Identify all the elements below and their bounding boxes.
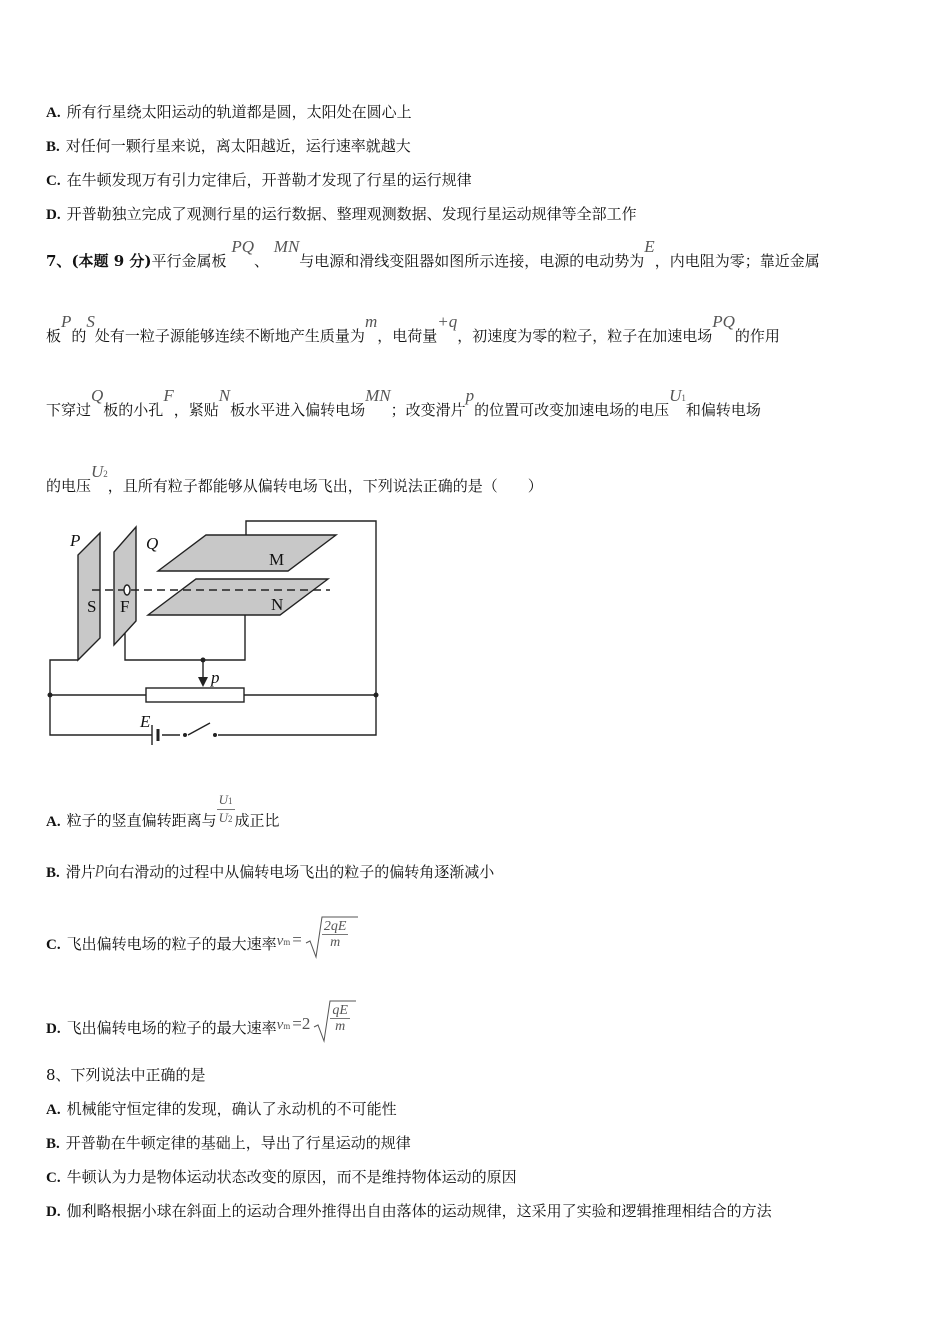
plate-n (148, 579, 328, 615)
option-text: 粒子的竖直偏转距离与 (66, 811, 217, 830)
stem-text: 板水平进入偏转电场 (230, 401, 366, 419)
option-label: D. (46, 1021, 61, 1037)
option-text: 飞出偏转电场的粒子的最大速率 (66, 1019, 277, 1037)
junction-dot (374, 693, 379, 698)
var-U: U (669, 386, 682, 405)
q8-title: 8、下列说法中正确的是 (46, 1066, 206, 1084)
q7-option-c (46, 921, 358, 951)
option-label: D. (46, 207, 61, 223)
stem-text: 和偏转电场 (685, 401, 761, 419)
wire (125, 615, 245, 660)
q8-option-b (46, 1133, 411, 1154)
stem-text: ，且所有粒子都能够从偏转电场飞出，下列说法正确的是（ ） (107, 477, 543, 495)
stem-text: ；改变滑片 (390, 401, 466, 419)
equals-sign: = (292, 930, 302, 949)
sqrt-expression (304, 913, 358, 961)
option-label: B. (46, 865, 60, 881)
option-text: 牛顿认为力是物体运动状态改变的原因，而不是维持物体运动的原因 (66, 1168, 517, 1186)
subscript: 2 (103, 469, 108, 479)
hole-f (124, 585, 130, 595)
numerator: qE (332, 1003, 348, 1018)
label-q-plate: Q (146, 534, 159, 553)
stem-text: 的 (71, 327, 87, 345)
stem-text: 板 (46, 327, 62, 345)
stem-text: ，电荷量 (377, 327, 438, 345)
label-slider-p: p (211, 668, 220, 687)
q7-option-a (46, 792, 280, 839)
option-label: A. (46, 1102, 61, 1118)
option-text: 所有行星绕太阳运动的轨道都是圆，太阳处在圆心上 (66, 103, 412, 121)
numerator: 2qE (323, 919, 347, 934)
subscript: m (283, 937, 291, 947)
var-P: P (61, 312, 72, 331)
option-label: A. (46, 813, 61, 830)
var-m: m (364, 312, 378, 331)
rheostat (146, 688, 244, 702)
var-PQ: PQ (231, 237, 254, 256)
q8-option-c (46, 1167, 517, 1188)
stem-text: ，初速度为零的粒子，粒子在加速电场 (457, 327, 713, 345)
label-n-plate: N (271, 595, 284, 614)
option-text: 机械能守恒定律的发现，确认了永动机的不可能性 (66, 1100, 397, 1118)
label-m-plate: M (269, 550, 285, 569)
var-PQ: PQ (712, 312, 735, 331)
wire (50, 695, 152, 735)
junction-dot (48, 693, 53, 698)
var-vm (277, 1017, 291, 1033)
junction-dot (201, 658, 206, 663)
label-p-plate: P (70, 531, 81, 550)
stem-text: ，内电阻为零；靠近金属 (654, 252, 820, 270)
label-e: E (140, 712, 151, 731)
q6-option-a (46, 102, 412, 123)
sqrt-expression (312, 997, 356, 1045)
q7-option-d (46, 1005, 356, 1035)
var-N: N (218, 386, 231, 405)
option-text: 对任何一颗行星来说，离太阳越近，运行速率就越大 (65, 137, 411, 155)
q7-stem-line3 (46, 386, 761, 422)
q8-option-d (46, 1201, 772, 1222)
option-label: C. (46, 937, 61, 953)
var-U1 (669, 386, 686, 405)
stem-text: 的电压 (46, 477, 92, 495)
option-text: 开普勒独立完成了观测行星的运行数据、整理观测数据、发现行星运动规律等全部工作 (66, 205, 637, 223)
var-p: p (465, 386, 475, 405)
option-text: 滑片 (65, 863, 96, 881)
q7-stem-line2 (46, 312, 780, 346)
wire (50, 660, 78, 695)
stem-text: 的位置可改变加速电场的电压 (474, 401, 670, 419)
option-label: C. (46, 1170, 61, 1186)
switch-contact (213, 733, 217, 737)
fraction-u1-u2 (217, 792, 235, 827)
q8-option-a (46, 1099, 397, 1120)
option-text: 成正比 (234, 811, 280, 830)
var-U2 (91, 462, 108, 481)
stem-text: 与电源和滑线变阻器如图所示连接，电源的电动势为 (299, 252, 645, 270)
var-MN: MN (273, 237, 300, 256)
var-v: v (276, 1017, 284, 1033)
option-text: 飞出偏转电场的粒子的最大速率 (66, 935, 277, 953)
equals-two: =2 (292, 1014, 311, 1033)
slider-arrow (198, 677, 208, 687)
q6-option-c (46, 170, 472, 191)
stem-text: 板的小孔 (103, 401, 164, 419)
stem-text: 下穿过 (46, 401, 92, 419)
question-number: 7、 (46, 252, 72, 270)
var-q: +q (437, 312, 458, 331)
stem-text: ，紧贴 (173, 401, 219, 419)
q7-stem-line1 (46, 237, 820, 271)
subscript: 2 (228, 814, 233, 824)
option-label: B. (46, 139, 60, 155)
option-text: 开普勒在牛顿定律的基础上，导出了行星运动的规律 (65, 1134, 411, 1152)
fraction (322, 919, 349, 950)
var-F: F (163, 386, 174, 405)
switch-lever (188, 723, 210, 735)
var-S: S (86, 312, 95, 331)
label-f: F (120, 597, 130, 616)
subscript: m (283, 1021, 291, 1031)
circuit-diagram (40, 515, 390, 747)
label-s: S (87, 597, 97, 616)
var-v: v (276, 933, 284, 949)
subscript: 1 (228, 796, 233, 806)
q7-option-b (46, 858, 495, 883)
denominator: m (335, 1019, 346, 1034)
var-MN: MN (365, 386, 391, 405)
q7-stem-line4 (46, 462, 543, 498)
q6-option-d (46, 204, 637, 225)
fraction (330, 1003, 350, 1034)
var-vm (277, 933, 291, 949)
denominator: m (330, 935, 341, 950)
var-U: U (91, 462, 104, 481)
var-Q: Q (91, 386, 104, 405)
plate-m (158, 535, 336, 571)
switch-contact (183, 733, 187, 737)
var-U: U (218, 810, 228, 825)
var-p: p (95, 858, 105, 877)
option-text: 向右滑动的过程中从偏转电场飞出的粒子的偏转角逐渐减小 (104, 863, 495, 881)
option-text: 伽利略根据小球在斜面上的运动合理外推得出自由落体的运动规律，这采用了实验和逻辑推理相结合的方法 (66, 1202, 772, 1220)
stem-text: 、 (253, 252, 269, 270)
question-score: (本题 9 分) (71, 252, 152, 270)
option-text: 在牛顿发现万有引力定律后，开普勒才发现了行星的运行规律 (66, 171, 472, 189)
option-label: B. (46, 1136, 60, 1152)
stem-text: 的作用 (734, 327, 780, 345)
stem-text: 处有一粒子源能够连续不断地产生质量为 (94, 327, 365, 345)
var-E: E (644, 237, 655, 256)
subscript: 1 (681, 393, 686, 403)
option-label: D. (46, 1204, 61, 1220)
option-label: A. (46, 105, 61, 121)
option-label: C. (46, 173, 61, 189)
stem-text: 平行金属板 (151, 252, 227, 270)
var-U: U (218, 792, 228, 807)
q6-option-b (46, 136, 411, 157)
